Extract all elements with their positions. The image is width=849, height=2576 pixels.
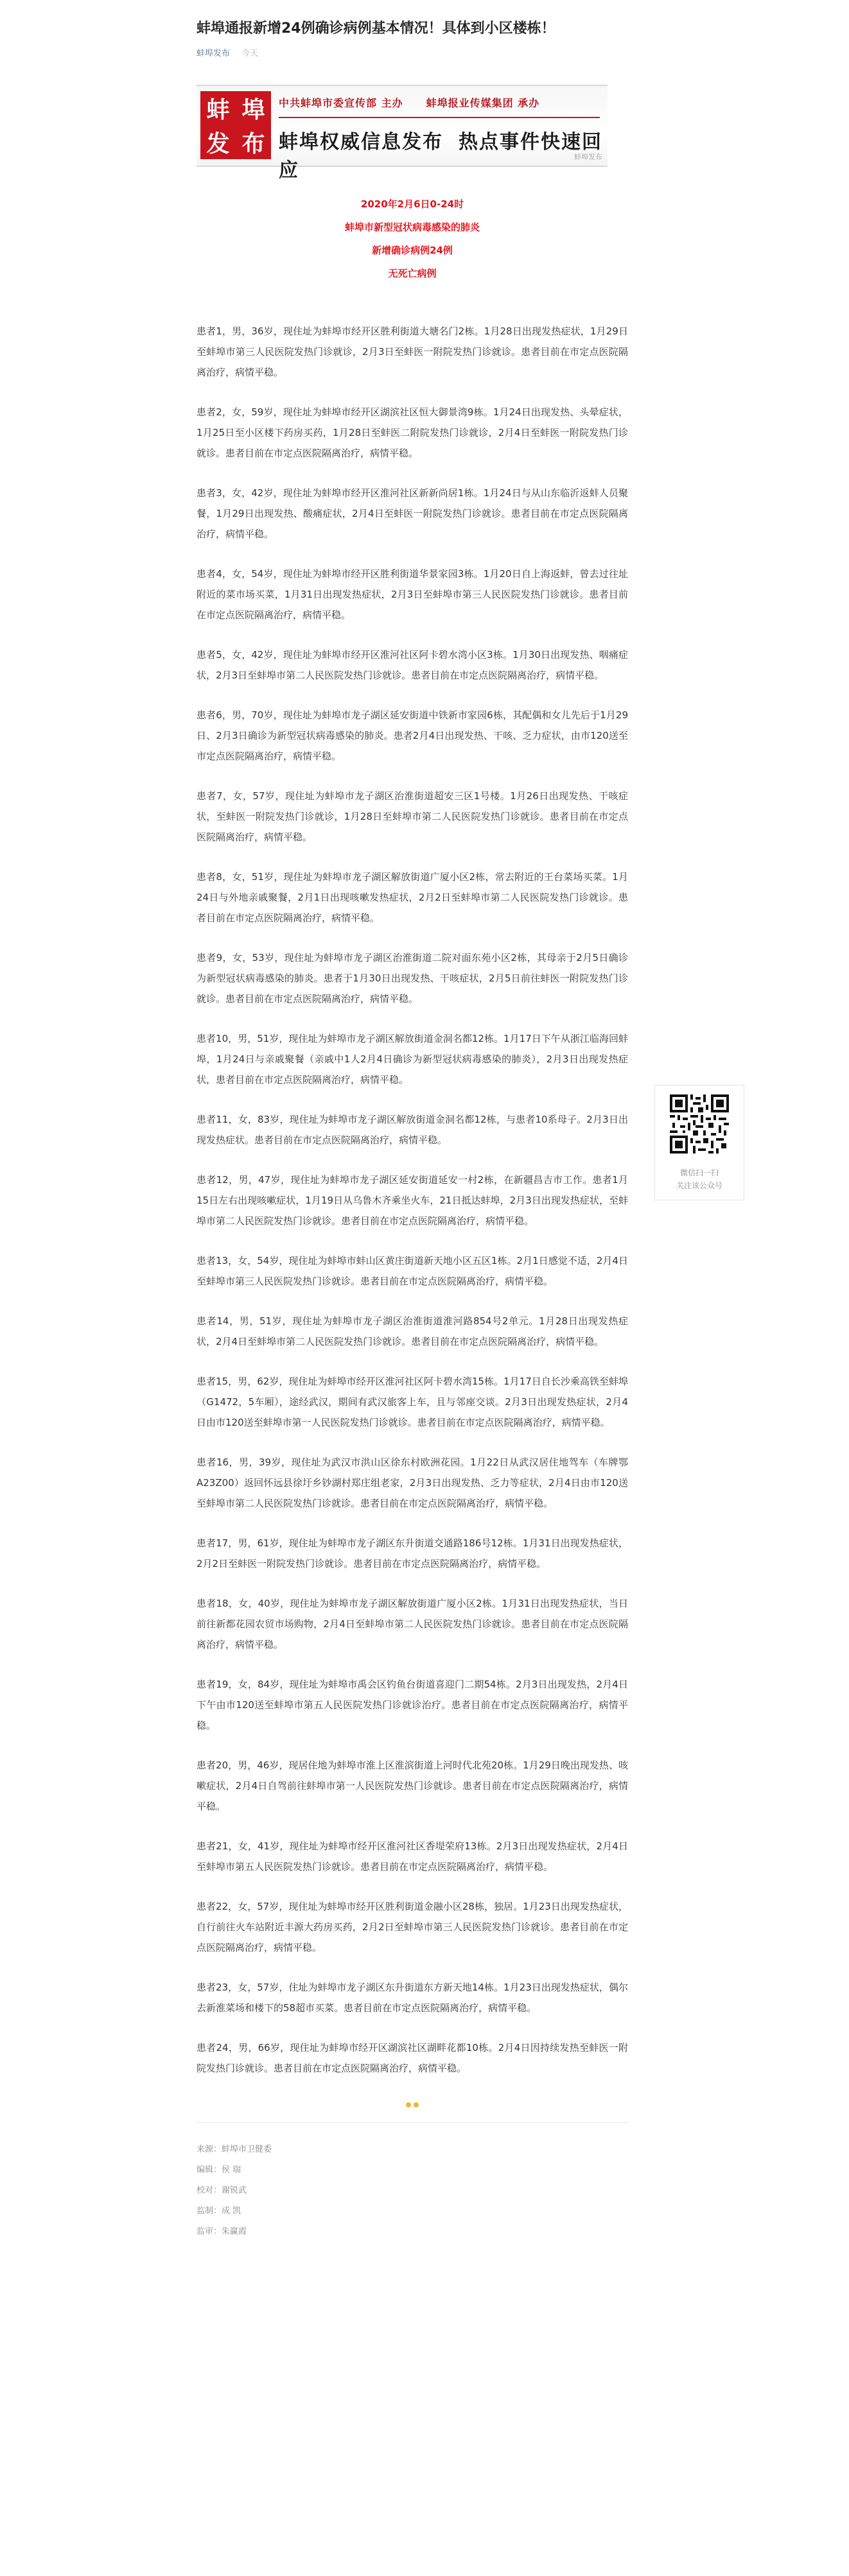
banner-sponsor-left: 中共蚌埠市委宣传部 主办 xyxy=(279,97,403,109)
case-list xyxy=(197,321,628,2079)
banner-watermark: 蚌埠发布 xyxy=(574,153,602,161)
case-paragraph: 患者14，男，51岁，现住址为蚌埠市龙子湖区治淮街道淮河路854号2单元。1月28日出现发热症状，2月4日至蚌埠市第二人民医院发热门诊就诊。患者目前在市定点医院隔离治疗，病情平稳。 xyxy=(197,1315,628,1347)
banner-slogan xyxy=(279,126,608,182)
qr-caption-follow: 关注该公众号 xyxy=(676,1181,722,1190)
credit-editor: 编辑：侯 瑞 xyxy=(197,2165,241,2175)
case-paragraph: 患者24，男，66岁，现住址为蚌埠市经开区湖滨社区湖畔花都10栋。2月4日因持续发热至蚌医一附院发热门诊就诊。患者目前在市定点医院隔离治疗，病情平稳。 xyxy=(197,2042,628,2074)
separator-dot xyxy=(414,2102,419,2107)
case-paragraph: 患者19，女，84岁，现住址为蚌埠市禹会区钓鱼台街道喜迎门二期54栋。2月3日出现发热，2月4日下午由市120送至蚌埠市第五人民医院发热门诊就诊治疗。患者目前在市定点医院隔离治疗，病情平稳。 xyxy=(197,1679,628,1731)
logo-char: 埠 xyxy=(241,96,265,123)
case-paragraph: 患者6，男，70岁，现住址为蚌埠市龙子湖区延安街道中铁新市家园6栋，其配偶和女儿先后于1月29日、2月3日确诊为新型冠状病毒感染的肺炎。患者2月4日出现发热、干咳、乏力症状，由市120送至市定点医院隔离治疗，病情平稳。 xyxy=(197,709,628,762)
credit-reviewer: 监审：朱赢霞 xyxy=(197,2227,247,2236)
logo-char: 发 xyxy=(206,130,230,157)
article-meta xyxy=(197,48,628,60)
case-paragraph: 患者9，女，53岁，现住址为蚌埠市龙子湖区治淮街道二院对面东苑小区2栋，其母亲于2月5日确诊为新型冠状病毒感染的肺炎。患者于1月30日出现发热、干咳症状，2月5日前往蚌医一附院发热门诊就诊。患者目前在市定点医院隔离治疗，病情平稳。 xyxy=(197,952,628,1005)
case-paragraph: 患者1，男，36岁，现住址为蚌埠市经开区胜利街道大塘名门2栋。1月28日出现发热症状，1月29日至蚌埠市第三人民医院发热门诊就诊，2月3日至蚌医一附院发热门诊就诊。患者目前在市定点医院隔离治疗，病情平稳。 xyxy=(197,325,628,378)
banner-sponsor-right: 蚌埠报业传媒集团 承办 xyxy=(426,97,540,109)
case-paragraph: 患者20，男，46岁，现居住地为蚌埠市淮上区淮滨街道上河时代北苑20栋。1月29日晚出现发热、咳嗽症状，2月4日自驾前往蚌埠市第一人民医院发热门诊就诊。患者目前在市定点医院隔离治疗，病情平稳。 xyxy=(197,1759,628,1812)
article-title: 蚌埠通报新增24例确诊病例基本情况！具体到小区楼栋！ xyxy=(197,21,556,37)
qr-code-icon[interactable] xyxy=(670,1094,729,1154)
banner-divider xyxy=(279,117,600,118)
case-paragraph: 患者5，女，42岁，现住址为蚌埠市经开区淮河社区阿卡碧水湾小区3栋。1月30日出现发热、咽痛症状，2月3日至蚌埠市第二人民医院发热门诊就诊。患者目前在市定点医院隔离治疗，病情平稳。 xyxy=(197,649,628,681)
case-paragraph: 患者21，女，41岁，现住址为蚌埠市经开区淮河社区香堤荣府13栋。2月3日出现发热症状，2月4日至蚌埠市第五人民医院发热门诊就诊。患者目前在市定点医院隔离治疗，病情平稳。 xyxy=(197,1840,628,1872)
case-paragraph: 患者2，女，59岁，现住址为蚌埠市经开区湖滨社区恒大御景湾9栋。1月24日出现发热、头晕症状，1月25日至小区楼下药房买药，1月28日至蚌医二附院发热门诊就诊，2月4日至蚌医一附院发热门诊就诊。患者目前在市定点医院隔离治疗，病情平稳。 xyxy=(197,406,628,459)
case-paragraph: 患者18，女，40岁，现住址为蚌埠市龙子湖区解放街道广厦小区2栋。1月31日出现发热症状，当日前往新都花园农贸市场购物，2月4日至蚌埠市第二人民医院发热门诊就诊。患者目前在市定点医院隔离治疗，病情平稳。 xyxy=(197,1598,628,1650)
divider xyxy=(197,2122,628,2123)
banner-sponsors xyxy=(279,95,539,110)
headline-line: 2020年2月6日0-24时 xyxy=(360,198,464,210)
logo-char: 布 xyxy=(241,130,265,157)
banner-slogan-right: 热点事件快速回应 xyxy=(279,131,602,182)
case-paragraph: 患者17，男，61岁，现住址为蚌埠市龙子湖区东升街道交通路186号12栋。1月31日出现发热症状，2月2日至蚌医一附院发热门诊就诊。患者目前在市定点医院隔离治疗，病情平稳。 xyxy=(197,1537,628,1569)
case-paragraph: 患者16，男，39岁，现住址为武汉市洪山区徐东村欧洲花园。1月22日从武汉居住地驾车（车牌鄂A23Z00）返回怀远县徐圩乡钞湖村郑庄组老家，2月3日出现发热、乏力等症状，2月4日由市120送至蚌埠市第二人民医院发热门诊就诊。患者目前在市定点医院隔离治疗，病情平稳。 xyxy=(197,1457,628,1509)
case-paragraph: 患者23，女，57岁，住址为蚌埠市龙子湖区东升街道东方新天地14栋。1月23日出现发热症状，偶尔去新淮菜场和楼下的58超市买菜。患者目前在市定点医院隔离治疗，病情平稳。 xyxy=(197,1982,628,2014)
separator-dot xyxy=(406,2102,411,2107)
header-banner xyxy=(197,85,608,182)
qr-caption-scan: 微信扫一扫 xyxy=(679,1168,719,1177)
headline-line: 蚌埠市新型冠状病毒感染的肺炎 xyxy=(344,221,480,233)
case-paragraph: 患者22，女，57岁，现住址为蚌埠市经开区胜利街道金融小区28栋，独居。1月23日出现发热症状，自行前往火车站附近丰源大药房买药，2月2日至蚌埠市第三人民医院发热门诊就诊。患者目前在市定点医院隔离治疗，病情平稳。 xyxy=(197,1901,628,1953)
brand-logo xyxy=(200,91,271,159)
credit-source: 来源：蚌埠市卫健委 xyxy=(197,2145,272,2154)
headline-block xyxy=(197,193,628,285)
source-account-link[interactable]: 蚌埠发布 xyxy=(197,49,231,58)
case-paragraph: 患者11，女，83岁，现住址为蚌埠市龙子湖区解放街道金洞名都12栋，与患者10系母子。2月3日出现发热症状。患者目前在市定点医院隔离治疗，病情平稳。 xyxy=(197,1114,628,1146)
qr-follow-card[interactable] xyxy=(654,1085,744,1200)
case-paragraph: 患者8，女，51岁，现住址为蚌埠市龙子湖区解放街道广厦小区2栋，常去附近的王台菜场买菜。1月24日与外地亲戚聚餐，2月1日出现咳嗽发热症状，2月2日至蚌埠市第二人民医院发热门诊就诊。患者目前在市定点医院隔离治疗，病情平稳。 xyxy=(197,871,628,924)
case-paragraph: 患者4，女，54岁，现住址为蚌埠市经开区胜利街道华景家园3栋。1月20日自上海返蚌，曾去过往址附近的菜市场买菜，1月31日出现发热症状，2月3日至蚌埠市第三人民医院发热门诊就诊。患者目前在市定点医院隔离治疗，病情平稳。 xyxy=(197,568,628,621)
case-paragraph: 患者13，女，54岁，现住址为蚌埠市蚌山区黄庄街道新天地小区五区1栋。2月1日感觉不适，2月4日至蚌埠市第三人民医院发热门诊就诊。患者目前在市定点医院隔离治疗，病情平稳。 xyxy=(197,1255,628,1287)
case-paragraph: 患者7，女，57岁，现住址为蚌埠市龙子湖区治淮街道超安三区1号楼。1月26日出现发热、干咳症状，至蚌医一附院发热门诊就诊，1月28日至蚌埠市第二人民医院发热门诊就诊。患者目前在市定点医院隔离治疗，病情平稳。 xyxy=(197,790,628,843)
case-paragraph: 患者3，女，42岁，现住址为蚌埠市经开区淮河社区新新尚居1栋。1月24日与从山东临沂返蚌人员聚餐，1月29日出现发热、酸痛症状，2月4日至蚌医一附院发热门诊就诊。患者目前在市定点医院隔离治疗，病情平稳。 xyxy=(197,487,628,540)
banner-slogan-left: 蚌埠权威信息发布 xyxy=(279,131,443,153)
credits xyxy=(197,2139,628,2242)
credit-proofreader: 校对：谢锐武 xyxy=(197,2186,247,2195)
article xyxy=(197,0,628,2242)
case-paragraph: 患者10，男，51岁，现住址为蚌埠市龙子湖区解放街道金洞名都12栋。1月17日下午从浙江临海回蚌埠，1月24日与亲戚聚餐（亲戚中1人2月4日确诊为新型冠状病毒感染的肺炎），2月3日出现发热症状，患者目前在市定点医院隔离治疗，病情平稳。 xyxy=(197,1033,628,1085)
headline-line: 新增确诊病例24例 xyxy=(372,245,453,256)
logo-char: 蚌 xyxy=(206,96,230,123)
case-paragraph: 患者15，男，62岁，现住址为蚌埠市经开区淮河社区阿卡碧水湾15栋。1月17日自长沙乘高铁至蚌埠（G1472，5车厢），途经武汉，期间有武汉旅客上车，且与邻座交谈。2月3日出现发热症状，2月4日由市120送至蚌埠市第一人民医院发热门诊就诊。患者目前在市定点医院隔离治疗，病情平稳。 xyxy=(197,1376,628,1428)
publish-time: 今天 xyxy=(241,49,259,58)
case-paragraph: 患者12，男，47岁，现住址为蚌埠市龙子湖区延安街道延安一村2栋，在新疆昌吉市工作。患者1月15日左右出现咳嗽症状，1月19日从乌鲁木齐乘坐火车，21日抵达蚌埠，2月3日出现发热症状，至蚌埠市第二人民医院发热门诊就诊。患者目前在市定点医院隔离治疗，病情平稳。 xyxy=(197,1174,628,1227)
headline-line: 无死亡病例 xyxy=(388,268,437,279)
credit-supervisor: 监制：成 凯 xyxy=(197,2206,241,2216)
end-separator xyxy=(197,2098,628,2107)
